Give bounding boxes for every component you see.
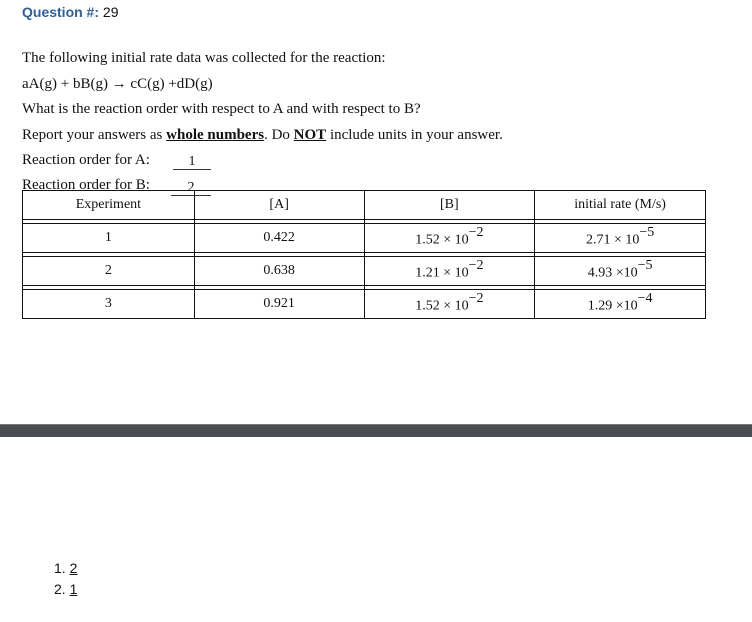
header-concentration-a: [A] <box>194 191 364 220</box>
instr-pre: Report your answers as <box>22 127 167 143</box>
instructions-text <box>22 127 503 144</box>
cell-concentration-a: 0.422 <box>194 224 364 253</box>
header-initial-rate: initial rate (M/s) <box>535 191 706 220</box>
question-text: What is the reaction order with respect to A and with respect to B? <box>22 101 421 117</box>
table-header-row <box>23 191 706 220</box>
question-header <box>22 4 118 20</box>
instr-mid: . Do <box>264 127 294 143</box>
cell-concentration-b: $1.21 \times 10^{-2}$ <box>364 257 535 286</box>
instr-bold-whole-numbers: whole numbers <box>166 127 265 143</box>
rate-data-table <box>22 190 706 319</box>
cell-initial-rate: $1.29 \times 10^{-4}$ <box>535 290 706 319</box>
table-row <box>23 224 706 253</box>
result-item <box>54 560 77 576</box>
question-number: 29 <box>102 4 119 20</box>
cell-concentration-a: 0.638 <box>194 257 364 286</box>
header-concentration-b: [B] <box>364 191 535 220</box>
table-row <box>23 257 706 286</box>
answer-a-field[interactable]: 1 <box>173 154 211 170</box>
answer-a-label: Reaction order for A: <box>22 152 150 168</box>
result-index: 2. <box>54 581 66 597</box>
result-value: 1 <box>69 581 78 597</box>
answer-b-field[interactable]: 2 <box>171 180 211 196</box>
cell-experiment: 2 <box>23 257 195 286</box>
intro-text: The following initial rate data was collected for the reaction: <box>22 50 386 66</box>
instr-bold-not: NOT <box>293 127 327 143</box>
result-item <box>54 581 77 597</box>
reaction-equation: aA(g) + bB(g) → cC(g) +dD(g) <box>22 76 213 92</box>
cell-concentration-b: $1.52 \times 10^{-2}$ <box>364 290 535 319</box>
cell-concentration-b: $1.52 \times 10^{-2}$ <box>364 224 535 253</box>
section-divider <box>0 424 752 437</box>
instr-post: include units in your answer. <box>326 127 503 143</box>
table-row <box>23 290 706 319</box>
result-value: 2 <box>69 560 78 576</box>
result-index: 1. <box>54 560 66 576</box>
cell-concentration-a: 0.921 <box>194 290 364 319</box>
answer-b-label: Reaction order for B: <box>22 177 150 193</box>
cell-initial-rate: $4.93 \times 10^{-5}$ <box>535 257 706 286</box>
header-experiment: Experiment <box>23 191 195 220</box>
question-label: Question #: <box>22 4 100 20</box>
cell-experiment: 1 <box>23 224 195 253</box>
cell-initial-rate: $2.71 \times 10^{-5}$ <box>535 224 706 253</box>
cell-experiment: 3 <box>23 290 195 319</box>
